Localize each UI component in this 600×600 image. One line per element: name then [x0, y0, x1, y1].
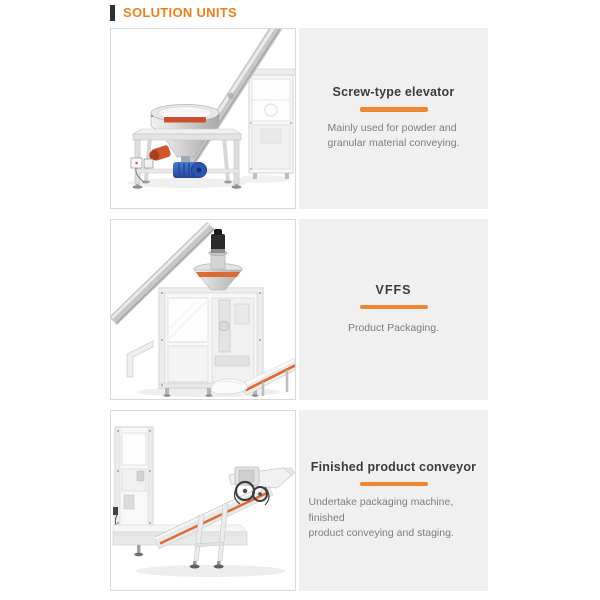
title-marker-bar [110, 5, 115, 21]
page-title: SOLUTION UNITS [123, 5, 237, 20]
solution-card-screw-elevator [110, 28, 490, 209]
description-line: granular material conveying. [327, 137, 460, 150]
screw-elevator-info-panel [299, 28, 488, 209]
description-line: Mainly used for powder and [327, 121, 457, 134]
finished-product-conveyor-photo [110, 410, 296, 591]
card-description [309, 495, 479, 542]
vffs-illustration [111, 220, 295, 399]
heading-divider [360, 107, 428, 112]
conveyor-info-panel [299, 410, 488, 591]
section-header [110, 4, 490, 21]
solution-card-vffs [110, 219, 490, 400]
card-heading: Finished product conveyor [310, 459, 477, 474]
vffs-info-panel [299, 219, 488, 400]
text-block [348, 283, 439, 337]
card-heading: Screw-type elevator [332, 85, 455, 100]
solution-cards [110, 28, 490, 591]
description-line: Product Packaging. [347, 322, 440, 334]
card-description [348, 321, 439, 337]
description-line: Undertake packaging machine, finished [308, 496, 454, 524]
solution-card-finished-product-conveyor [110, 410, 490, 591]
conveyor-illustration [111, 411, 295, 590]
text-block [309, 460, 479, 542]
solution-units-section [110, 4, 490, 591]
text-block [328, 85, 460, 152]
screw-type-elevator-photo [110, 28, 296, 209]
card-description [328, 121, 460, 152]
heading-divider [360, 305, 428, 310]
heading-divider [360, 482, 428, 487]
screw-elevator-illustration [111, 29, 295, 208]
description-line: product conveying and staging. [308, 527, 454, 539]
card-heading: VFFS [375, 282, 412, 297]
vffs-packaging-machine-photo [110, 219, 296, 400]
